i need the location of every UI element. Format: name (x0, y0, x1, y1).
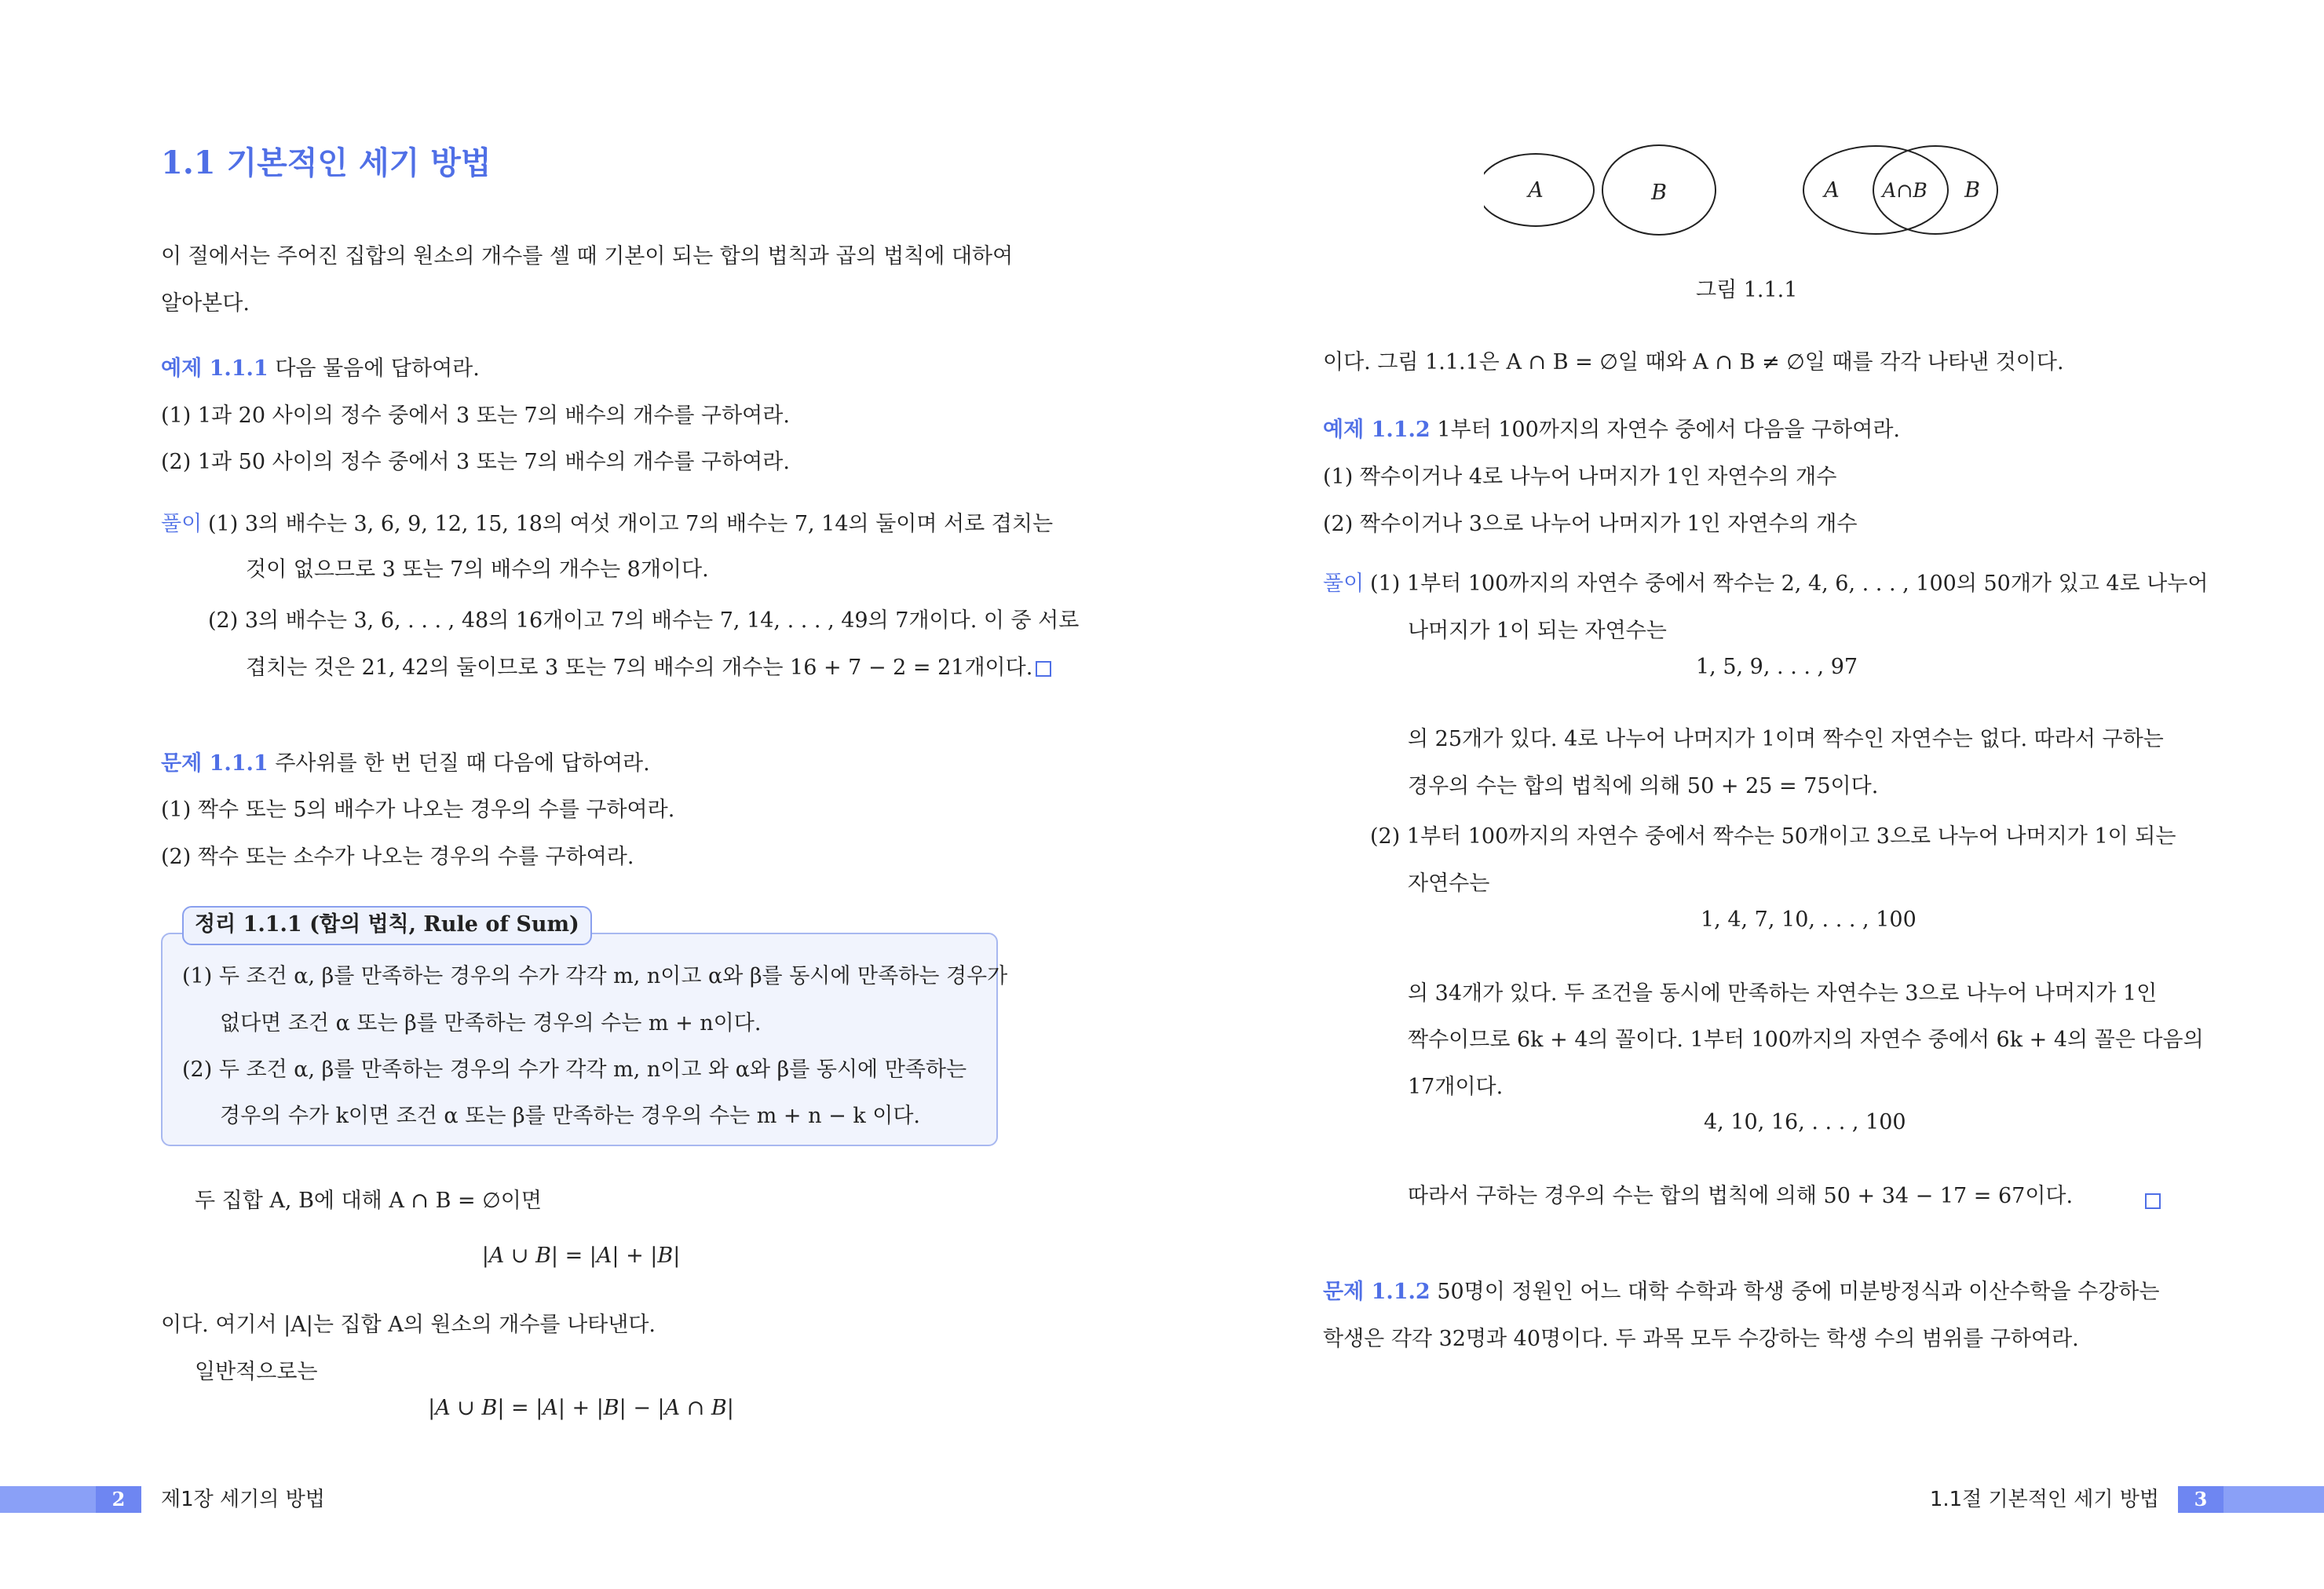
example-item-1: (1) 짝수이거나 4로 나누어 나머지가 1인 자연수의 개수 (1323, 465, 1837, 489)
section-title: 1.1 기본적인 세기 방법 (161, 144, 491, 181)
venn-label-b2: B (1964, 178, 1980, 203)
problem-1-1-1 (161, 750, 650, 778)
problem-prompt: 주사위를 한 번 던질 때 다음에 답하여라. (275, 751, 650, 776)
solution-line-3: (2) 3의 배수는 3, 6, . . . , 48의 16개이고 7의 배수는 7, 14, . . . , 49의 7개이다. 이 중 서로 (208, 608, 1080, 633)
formula-disjoint: |A ∪ B| = |A| + |B| (481, 1244, 681, 1268)
theorem-line-4: 경우의 수가 k이면 조건 α 또는 β를 만족하는 경우의 수는 m + n − k 이다. (220, 1104, 921, 1128)
theorem-line-2: 없다면 조건 α 또는 β를 만족하는 경우의 수는 m + n이다. (220, 1011, 762, 1036)
right-page (1162, 0, 2324, 1589)
figure-caption: 그림 1.1.1 (1696, 278, 1798, 302)
solution-line-1: (1) 3의 배수는 3, 6, 9, 12, 15, 18의 여섯 개이고 7의 배수는 7, 14의 둘이며 서로 겹치는 (208, 512, 1054, 536)
example-label: 예제 1.1.2 (1323, 418, 1431, 442)
solution-line-4: 경우의 수는 합의 법칙에 의해 50 + 25 = 75이다. (1408, 774, 1879, 798)
solution-line-7: 의 34개가 있다. 두 조건을 동시에 만족하는 자연수는 3으로 나누어 나머지가 1인 (1408, 981, 2158, 1006)
theorem-line-3: (2) 두 조건 α, β를 만족하는 경우의 수가 각각 m, n이고 와 α와 β를 동시에 만족하는 (182, 1058, 967, 1082)
intro-line-2: 알아본다. (161, 291, 250, 316)
general-line: 일반적으로는 (195, 1360, 318, 1384)
example-item-2: (2) 짝수이거나 3으로 나누어 나머지가 1인 자연수의 개수 (1323, 512, 1858, 536)
problem-label: 문제 1.1.2 (1323, 1280, 1431, 1304)
venn-diagram (1484, 138, 2238, 240)
example-1-1-1 (161, 355, 480, 383)
example-prompt: 1부터 100까지의 자연수 중에서 다음을 구하여라. (1437, 418, 1901, 442)
solution-line-2: 나머지가 1이 되는 자연수는 (1408, 619, 1667, 643)
example-label: 예제 1.1.1 (161, 356, 269, 381)
solution-line-8: 짝수이므로 6k + 4의 꼴이다. 1부터 100까지의 자연수 중에서 6k + 4의 꼴은 다음의 (1408, 1028, 2204, 1052)
solution-line-6: 자연수는 (1408, 871, 1490, 896)
page-number: 3 (2178, 1486, 2224, 1513)
problem-label: 문제 1.1.1 (161, 751, 269, 776)
notation-line: 이다. 여기서 |A|는 집합 A의 원소의 개수를 나타낸다. (161, 1313, 656, 1337)
example-item-1: (1) 1과 20 사이의 정수 중에서 3 또는 7의 배수의 개수를 구하여라. (161, 404, 790, 428)
solution-line-4: 겹치는 것은 21, 42의 둘이므로 3 또는 7의 배수의 개수는 16 + 7 − 2 = 21개이다. (246, 654, 1051, 682)
venn-label-a2: A (1824, 178, 1840, 203)
intro-line-1: 이 절에서는 주어진 집합의 원소의 개수를 셀 때 기본이 되는 합의 법칙과 곱의 법칙에 대하여 (161, 244, 1014, 268)
solution-label: 풀이 (161, 512, 203, 536)
problem-line-1: 50명이 정원인 어느 대학 수학과 학생 중에 미분방정식과 이산수학을 수강하는 (1437, 1280, 2160, 1304)
venn-label-b: B (1651, 181, 1667, 205)
example-1-1-2 (1323, 416, 1900, 444)
venn-label-a: A (1528, 178, 1544, 203)
qed-icon (2145, 1193, 2161, 1209)
problem-item-2: (2) 짝수 또는 소수가 나오는 경우의 수를 구하여라. (161, 845, 634, 869)
footer-chapter: 제1장 세기의 방법 (161, 1488, 325, 1511)
problem-1-1-2 (1323, 1278, 2159, 1306)
solution-line-10: 따라서 구하는 경우의 수는 합의 법칙에 의해 50 + 34 − 17 = 67이다. (1408, 1184, 2074, 1208)
page-number: 2 (96, 1486, 141, 1513)
qed-icon (1036, 661, 1051, 677)
theorem-title: 정리 1.1.1 (합의 법칙, Rule of Sum) (182, 906, 592, 945)
figure-text: 이다. 그림 1.1.1은 A ∩ B = ∅일 때와 A ∩ B ≠ ∅일 때를 각각 나타낸 것이다. (1323, 350, 2064, 374)
solution-label: 풀이 (1323, 572, 1365, 596)
sets-line: 두 집합 A, B에 대해 A ∩ B = ∅이면 (195, 1189, 542, 1213)
solution-line-5: (2) 1부터 100까지의 자연수 중에서 짝수는 50개이고 3으로 나누어 나머지가 1이 되는 (1370, 824, 2176, 849)
solution-formula-1: 1, 5, 9, . . . , 97 (1696, 655, 1858, 679)
theorem-line-1: (1) 두 조건 α, β를 만족하는 경우의 수가 각각 m, n이고 α와 β를 동시에 만족하는 경우가 (182, 964, 1008, 988)
solution-line-2: 것이 없으므로 3 또는 7의 배수의 개수는 8개이다. (246, 557, 709, 582)
footer-section: 1.1절 기본적인 세기 방법 (1929, 1488, 2159, 1511)
solution-formula-2: 1, 4, 7, 10, . . . , 100 (1701, 908, 1917, 932)
solution-line-9: 17개이다. (1408, 1075, 1504, 1099)
solution-formula-3: 4, 10, 16, . . . , 100 (1704, 1110, 1906, 1134)
formula-general: |A ∪ B| = |A| + |B| − |A ∩ B| (428, 1396, 734, 1420)
solution-line-1: (1) 1부터 100까지의 자연수 중에서 짝수는 2, 4, 6, . . . , 100의 50개가 있고 4로 나누어 (1370, 572, 2209, 596)
example-prompt: 다음 물음에 답하여라. (275, 356, 480, 381)
solution-line-3: 의 25개가 있다. 4로 나누어 나머지가 1이며 짝수인 자연수는 없다. 따라서 구하는 (1408, 727, 2164, 751)
venn-label-ab: A∩B (1882, 179, 1928, 202)
problem-line-2: 학생은 각각 32명과 40명이다. 두 과목 모두 수강하는 학생 수의 범위를 구하여라. (1323, 1327, 2079, 1351)
problem-item-1: (1) 짝수 또는 5의 배수가 나오는 경우의 수를 구하여라. (161, 798, 675, 822)
example-item-2: (2) 1과 50 사이의 정수 중에서 3 또는 7의 배수의 개수를 구하여라. (161, 450, 790, 474)
